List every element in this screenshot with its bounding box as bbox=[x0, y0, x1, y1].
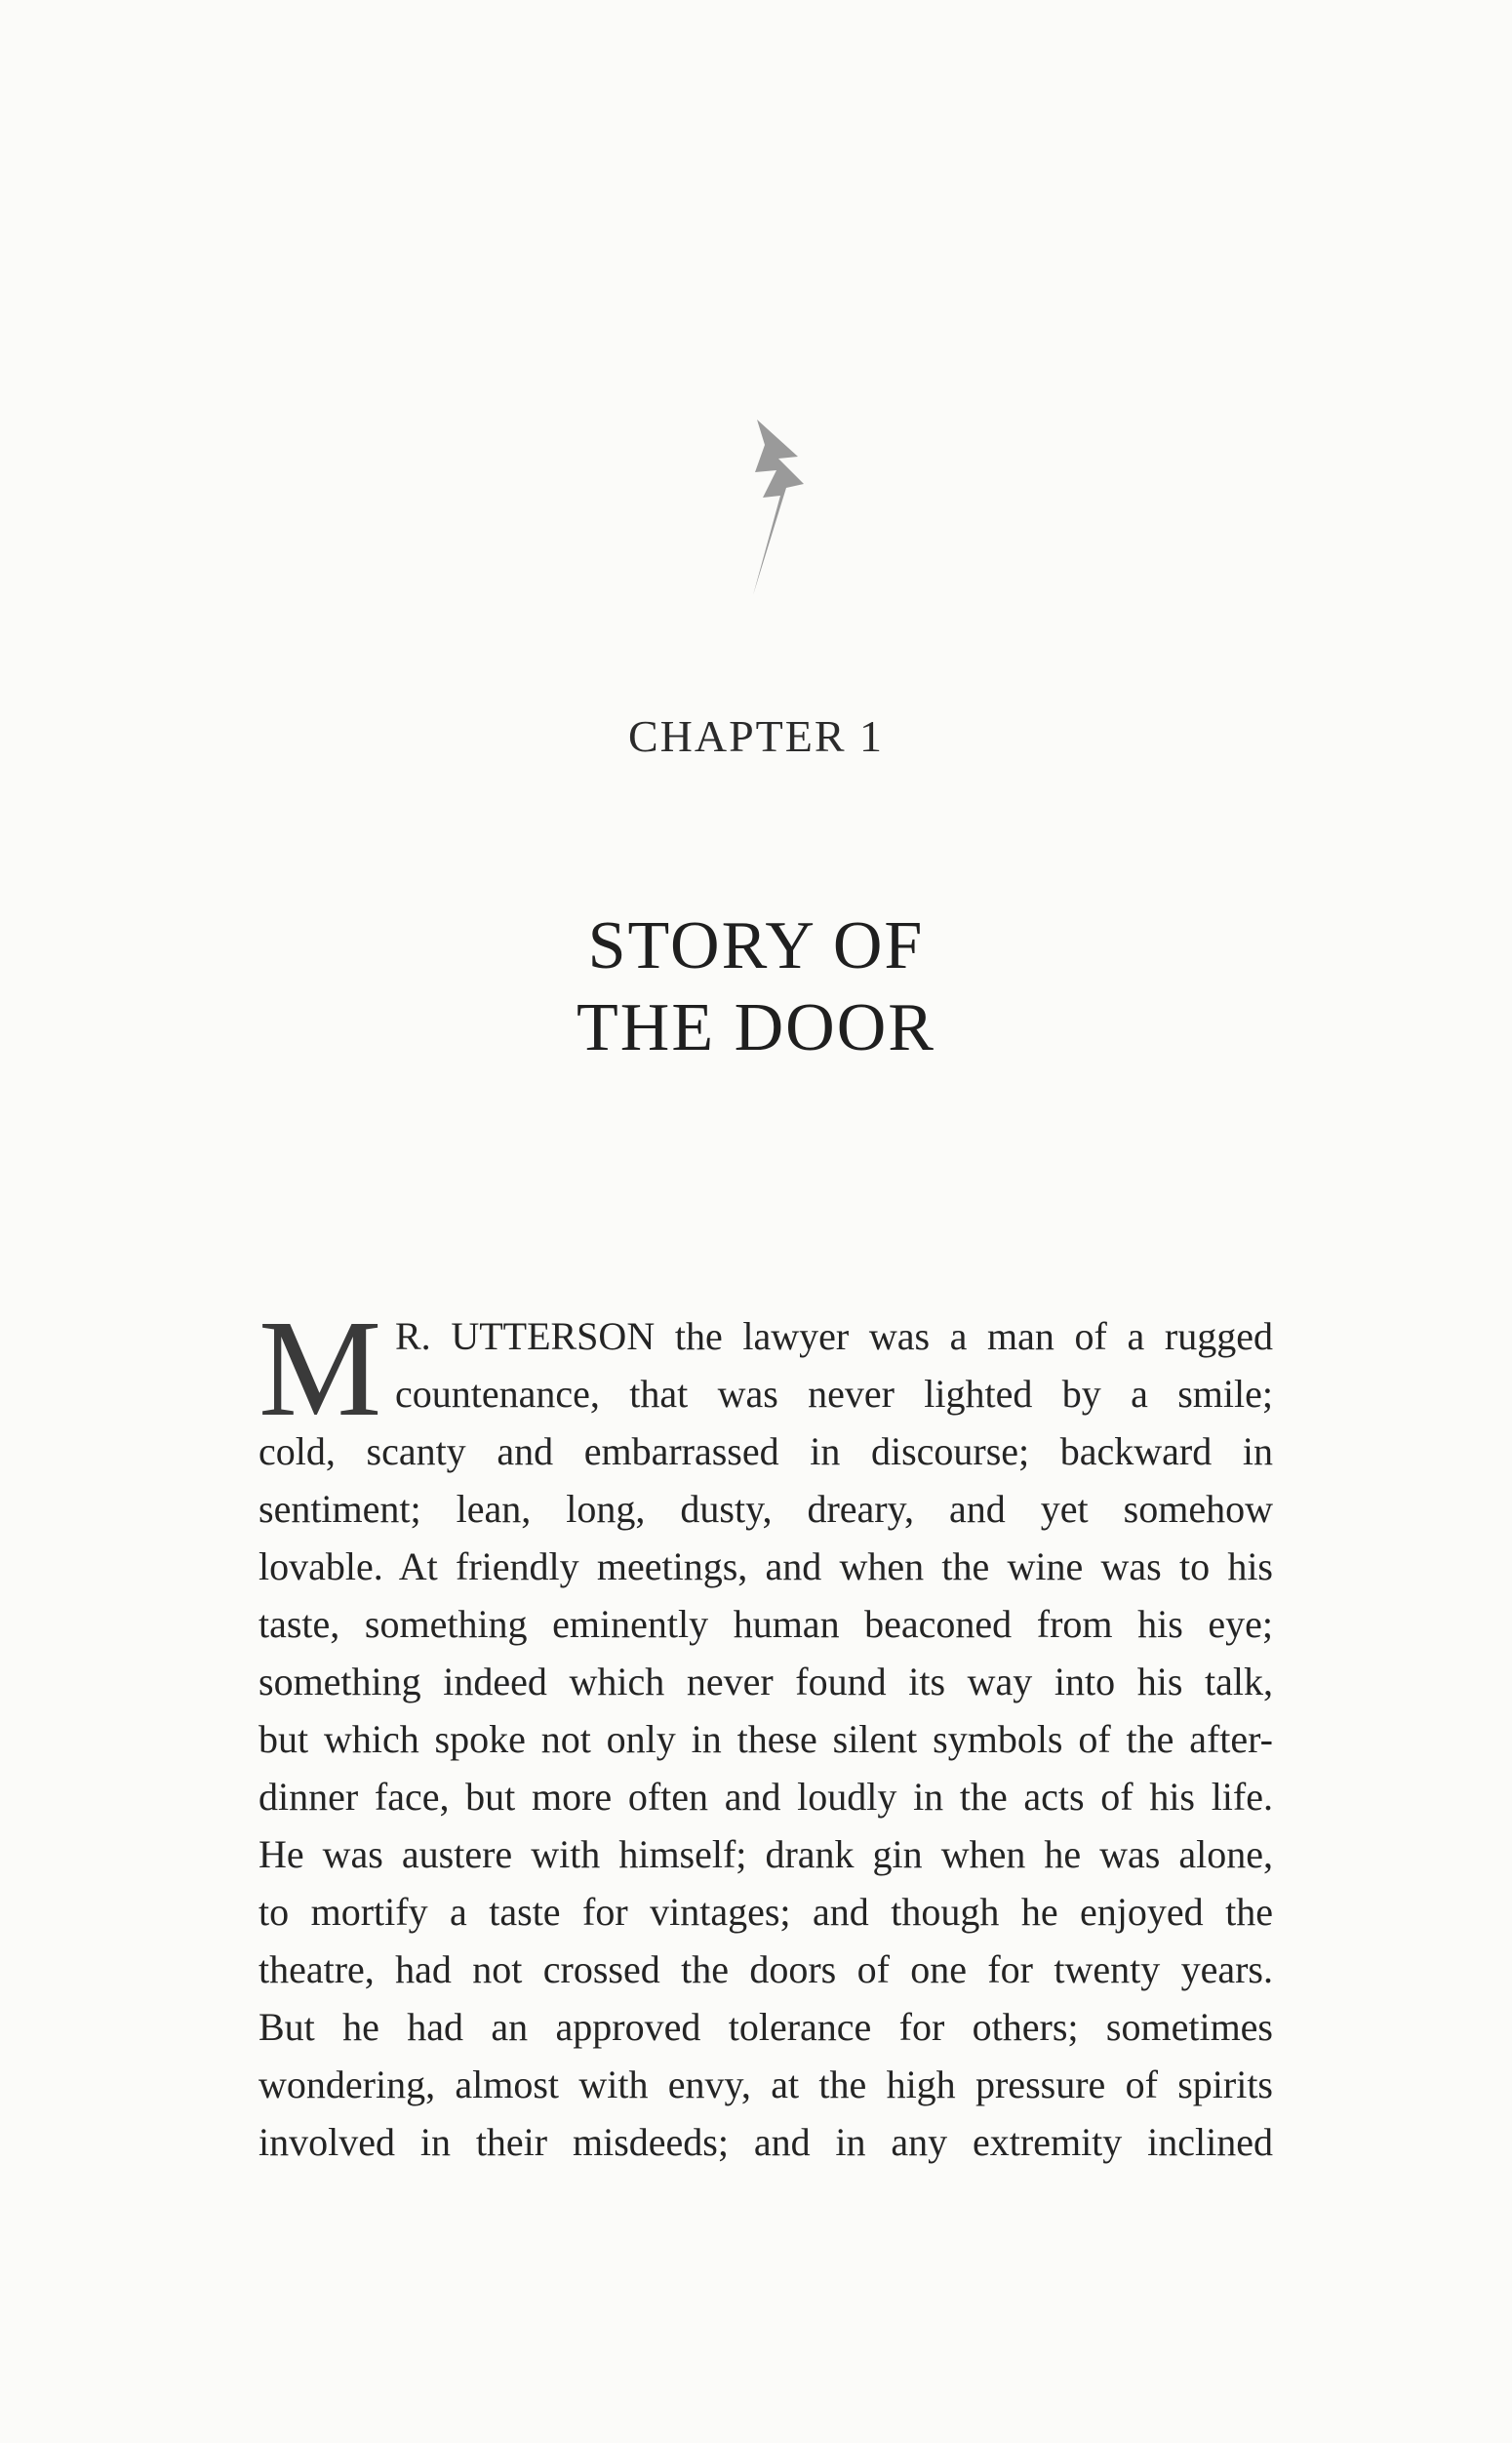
chapter-label: CHAPTER 1 bbox=[627, 711, 885, 761]
drop-cap: M bbox=[259, 1291, 382, 1445]
text-line: sentiment; lean, long, dusty, dreary, and yet somehow bbox=[259, 1487, 1273, 1531]
text-line: theatre, had not crossed the doors of one for twenty years. bbox=[259, 1947, 1273, 1991]
text-line: taste, something eminently human beaconed from his eye; bbox=[259, 1602, 1273, 1646]
text-line: But he had an approved tolerance for others; sometimes bbox=[259, 2005, 1273, 2049]
body-paragraph bbox=[259, 1291, 1273, 2171]
chapter-title-line-2: THE DOOR bbox=[577, 990, 935, 1065]
text-line: but which spoke not only in these silent symbols of the after- bbox=[259, 1717, 1273, 1761]
chapter-title bbox=[0, 905, 1512, 1069]
text-line: cold, scanty and embarrassed in discourse; backward in bbox=[259, 1429, 1273, 1473]
text-line: wondering, almost with envy, at the high pressure of spirits bbox=[259, 2063, 1273, 2106]
text-line: countenance, that was never lighted by a smile; bbox=[395, 1372, 1273, 1416]
text-line: involved in their misdeeds; and in any extremity inclined bbox=[259, 2120, 1273, 2164]
chapter-title-line-1: STORY OF bbox=[587, 908, 925, 983]
text-line: something indeed which never found its way into his talk, bbox=[259, 1660, 1273, 1703]
text-line: dinner face, but more often and loudly in the acts of his life. bbox=[259, 1775, 1273, 1819]
text-line: He was austere with himself; drank gin when he was alone, bbox=[259, 1832, 1273, 1876]
text-line: lovable. At friendly meetings, and when the wine was to his bbox=[259, 1544, 1273, 1588]
lightning-bolt-icon bbox=[722, 420, 839, 605]
text-line: R. UTTERSON the lawyer was a man of a rugged bbox=[395, 1314, 1273, 1358]
text-line: to mortify a taste for vintages; and though he enjoyed the bbox=[259, 1890, 1273, 1934]
